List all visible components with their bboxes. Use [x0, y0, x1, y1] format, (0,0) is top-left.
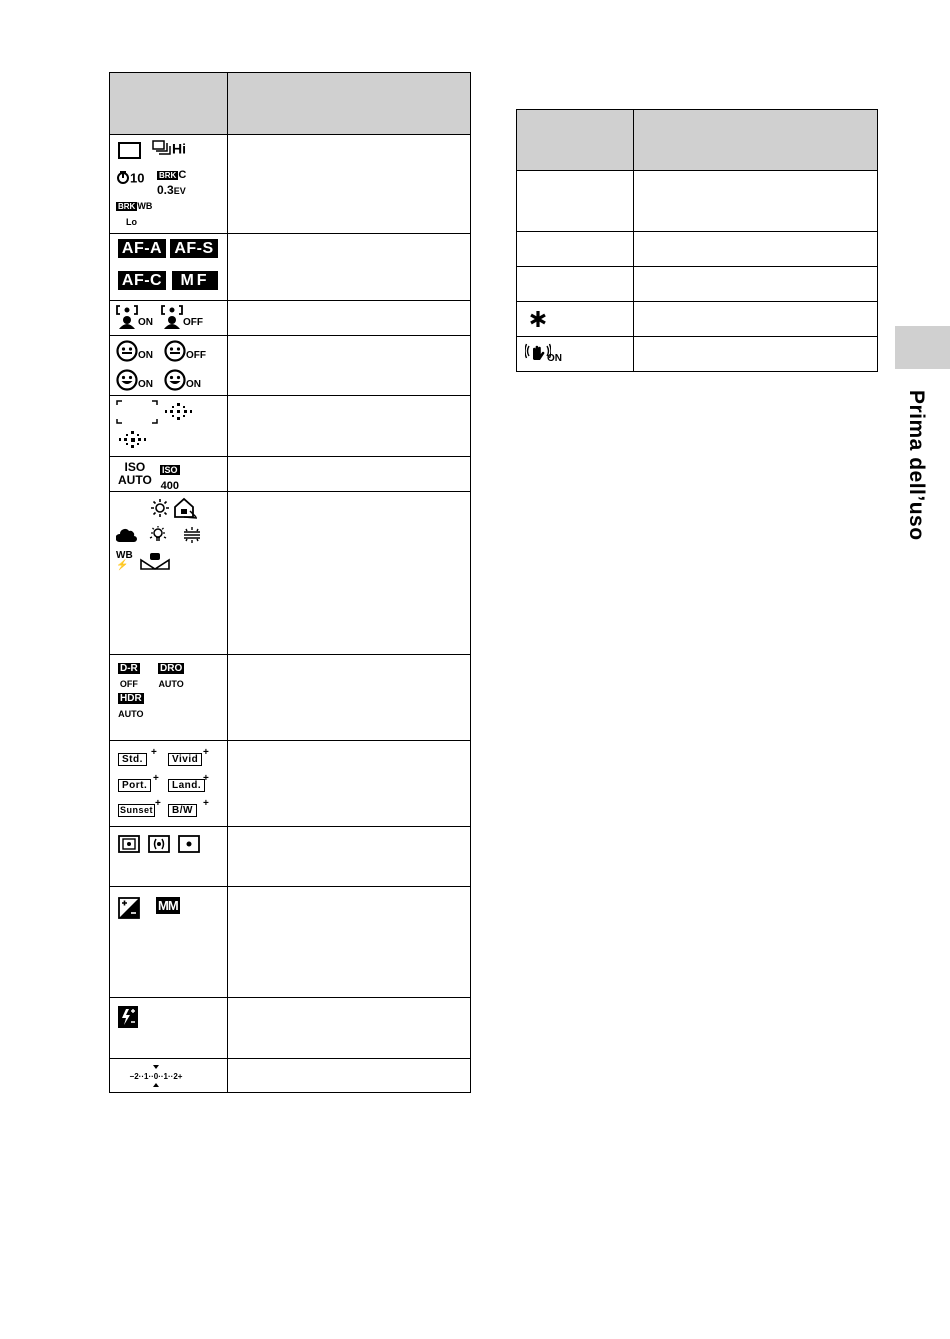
daylight-icon: [150, 498, 170, 522]
metered-manual-icon: MM: [158, 898, 178, 913]
icon-cell: [110, 827, 228, 887]
local-af-area-icon: [118, 430, 148, 454]
table-row: [517, 337, 878, 372]
style-standard-plus-icon: +: [151, 747, 157, 758]
cloudy-icon: [116, 526, 138, 548]
style-landscape-plus-icon: +: [203, 773, 209, 784]
description-cell: [228, 301, 471, 336]
ev-scale-icon: [114, 1063, 198, 1093]
single-shot-icon: [118, 142, 141, 159]
description-cell: [228, 1059, 471, 1093]
spot-metering-icon: [178, 835, 200, 857]
bracket-continuous-icon: BRK C 0.3EV: [157, 169, 187, 197]
style-bw-icon: B/W: [168, 804, 197, 817]
icon-cell: [517, 232, 634, 267]
flash-compensation-icon: [118, 1006, 138, 1032]
description-cell: [634, 302, 878, 337]
icon-cell: [110, 301, 228, 336]
description-cell: [228, 887, 471, 998]
icon-cell: [110, 336, 228, 396]
wb-bracket-icon: BRK WB Lo: [118, 201, 153, 227]
dro-off-icon: D-R OFF: [119, 663, 138, 689]
incandescent-icon: [148, 525, 168, 549]
icon-cell: [517, 267, 634, 302]
flash-wb-icon: WB ⚡: [116, 550, 133, 571]
description-cell: [634, 232, 878, 267]
style-bw-plus-icon: +: [203, 798, 209, 809]
style-portrait-plus-icon: +: [153, 773, 159, 784]
spot-af-area-icon: [164, 402, 194, 426]
table-row: [110, 492, 471, 655]
style-portrait-icon: Port.: [118, 779, 151, 792]
table-row: [110, 655, 471, 741]
mf-icon: MF: [172, 271, 218, 290]
header-description-cell: [228, 73, 471, 135]
header-icon-cell: [517, 110, 634, 171]
icon-cell: [110, 887, 228, 998]
section-title: Prima dell’uso: [905, 390, 928, 541]
table-row: [110, 336, 471, 396]
description-cell: [228, 234, 471, 301]
multi-segment-metering-icon: [118, 835, 140, 857]
description-cell: [228, 827, 471, 887]
right-icon-table: [516, 109, 878, 372]
description-cell: [228, 457, 471, 492]
icon-cell: [110, 1059, 228, 1093]
icon-cell: [110, 135, 228, 234]
shade-icon: [174, 497, 198, 523]
table-row: [110, 887, 471, 998]
icon-cell: [110, 396, 228, 457]
table-row: [110, 457, 471, 492]
iso-auto-icon: ISO AUTO: [118, 460, 152, 487]
icon-cell: [517, 302, 634, 337]
style-vivid-icon: Vivid: [168, 753, 202, 766]
description-cell: [634, 337, 878, 372]
table-row: [517, 302, 878, 337]
wide-af-area-icon: [116, 400, 158, 428]
iso-400-icon: ISO 400: [160, 465, 179, 492]
table-header-row: [517, 110, 878, 171]
eye-start-on-icon: ON: [116, 305, 153, 329]
self-timer-icon: 10: [116, 170, 144, 186]
section-tab: [895, 326, 950, 369]
table-row: [110, 827, 471, 887]
icon-cell: [110, 234, 228, 301]
table-header-row: [110, 73, 471, 135]
custom-wb-icon: [140, 552, 172, 574]
description-cell: [228, 336, 471, 396]
dro-auto-icon: DRO AUTO: [158, 663, 184, 689]
fluorescent-icon: [181, 525, 203, 549]
hdr-auto-icon: HDR AUTO: [118, 693, 144, 719]
description-cell: [228, 492, 471, 655]
icon-cell: [110, 741, 228, 827]
smile-shutter-on-icon: ON: [116, 369, 153, 391]
exposure-compensation-icon: [118, 897, 140, 923]
icon-cell: [110, 457, 228, 492]
steadyshot-icon: ON: [525, 343, 562, 365]
description-cell: [228, 998, 471, 1059]
style-vivid-plus-icon: +: [203, 747, 209, 758]
table-row: [517, 171, 878, 232]
ev-scale-text: −2··1··0··1··2+: [129, 1072, 183, 1081]
header-description-cell: [634, 110, 878, 171]
icon-cell: [517, 171, 634, 232]
icon-cell: [110, 998, 228, 1059]
icon-cell: [517, 337, 634, 372]
description-cell: [228, 741, 471, 827]
eye-start-off-icon: OFF: [161, 305, 203, 329]
table-row: [110, 741, 471, 827]
table-row: [110, 301, 471, 336]
description-cell: [228, 396, 471, 457]
style-sunset-icon: Sunset: [120, 805, 154, 815]
description-cell: [228, 135, 471, 234]
af-s-icon: AF-S: [170, 239, 218, 258]
description-cell: [634, 171, 878, 232]
face-detection-off-icon: OFF: [164, 340, 206, 362]
table-row: [110, 1059, 471, 1093]
table-row: [110, 234, 471, 301]
continuous-hi-icon: Hi: [152, 140, 186, 157]
description-cell: [228, 655, 471, 741]
left-icon-table: [109, 72, 471, 1093]
icon-cell: [110, 655, 228, 741]
icon-cell: [110, 492, 228, 655]
style-landscape-icon: Land.: [168, 779, 205, 792]
table-row: [110, 135, 471, 234]
ae-lock-asterisk-icon: [529, 310, 547, 332]
table-row: [110, 396, 471, 457]
face-detection-on-icon: ON: [116, 340, 153, 362]
smile-shutter-on-alt-icon: ON: [164, 369, 201, 391]
table-row: [517, 267, 878, 302]
table-row: [110, 998, 471, 1059]
header-icon-cell: [110, 73, 228, 135]
style-standard-icon: Std.: [118, 753, 147, 766]
af-c-icon: AF-C: [118, 271, 166, 290]
af-a-icon: AF-A: [118, 239, 166, 258]
table-row: [517, 232, 878, 267]
description-cell: [634, 267, 878, 302]
style-sunset-plus-icon: +: [155, 798, 161, 809]
center-weighted-metering-icon: [148, 835, 170, 857]
